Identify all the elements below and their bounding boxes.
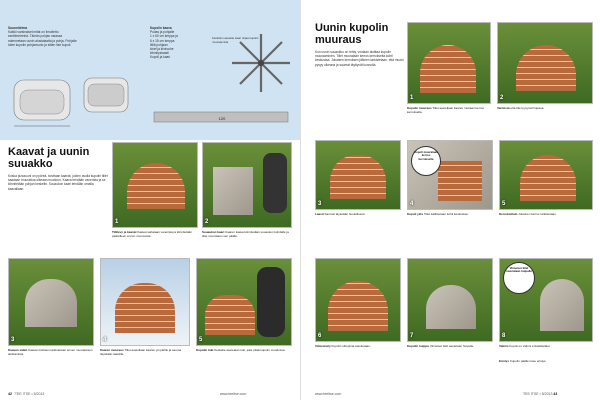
photo-r3-number: 3 xyxy=(318,201,322,207)
caption-r2-title: Varmista xyxy=(497,106,510,110)
caption-r7-text: Viimeiset tiilet asetetaan huipulle. xyxy=(429,344,475,348)
caption-3-title: Kaavan säätö xyxy=(8,348,28,352)
arch-template-drawing xyxy=(152,108,292,128)
caption-2 xyxy=(202,231,292,239)
dome-item-6: kiinnityslaasti xyxy=(150,51,169,56)
caption-1-title: Tiililevy ja kaavat xyxy=(112,230,137,234)
caption-3-text: Kaavan korkeus tarkistetaan ennen muurauksen aloittamista. xyxy=(8,348,93,356)
photo-r2-number: 2 xyxy=(500,95,504,101)
photo-r5-number: 5 xyxy=(502,201,506,207)
dome-item-2: 1 x 60 cm kerppa ja xyxy=(150,34,178,39)
caption-r6-text: Kupolin ulkopinta tasoitetaan. xyxy=(331,344,371,348)
dome-item-1: Pudas ja pohjalle xyxy=(150,30,175,35)
left-footer xyxy=(8,392,44,396)
left-page-number: 42 xyxy=(8,392,12,396)
caption-5-text: Keskelle asetetaan tuki, joka pitää kupolin muodossa. xyxy=(214,348,286,352)
photo-5 xyxy=(196,258,292,346)
photo-5-dome xyxy=(205,295,255,335)
caption-2-title: Suuaukon kaari xyxy=(202,230,225,234)
photo-1-dome xyxy=(127,163,185,209)
right-footer xyxy=(523,392,560,396)
photo-5-person xyxy=(257,267,285,337)
photo-r1-dome xyxy=(420,45,476,93)
caption-r7-title: Kupolin huippu xyxy=(407,344,429,348)
caption-r9 xyxy=(499,360,593,364)
caption-r2-text: että tiilet pysyvät linjassa. xyxy=(510,106,545,110)
caption-r6 xyxy=(315,345,401,349)
photo-r3-dome xyxy=(330,155,386,199)
right-headline: Uunin kupolin muuraus xyxy=(315,22,389,46)
photo-2-template xyxy=(213,167,253,215)
dome-item-3: 6 x 15 cm kerppa xyxy=(150,38,175,43)
caption-2-text: Kaaren kaava kiinnitetään suuaukon kohdalle ja tiilet muurataan sen päälle. xyxy=(202,230,289,238)
caption-r1-title: Kupolin muuraus xyxy=(407,106,432,110)
photo-r1 xyxy=(407,22,491,104)
tip-badge-2: Viimeiset tiilet muurataan huipulle xyxy=(503,262,535,294)
caption-r4-title: Kupoli ylös xyxy=(407,212,424,216)
caption-1 xyxy=(112,231,198,239)
caption-r3 xyxy=(315,213,401,217)
dome-section xyxy=(150,26,210,60)
left-headline: Kaavat ja uunin suuakko xyxy=(8,146,90,170)
photo-r1-number: 1 xyxy=(410,95,414,101)
photo-r3 xyxy=(315,140,401,210)
caption-r1 xyxy=(407,107,491,115)
photo-r5-dome xyxy=(520,155,576,201)
photo-r8-dome xyxy=(540,279,584,331)
left-body: Koska pizzauuni on pyöreä, tarvitaan kaavat, joiden avulla kupolin tiilet saadaan muurattua oikeaan muotoon. Kaava tehdään vanerista ja se kiinnitetään pohjan keskelle. Suuaukon kaari tehdään omalla kaavallaan. xyxy=(8,174,108,191)
photo-2-number: 2 xyxy=(205,219,209,225)
caption-4-title: Kaaren muuraus xyxy=(100,348,124,352)
caption-r3-text: Saumat täytetään huolellisesti. xyxy=(324,212,366,216)
plan-inner-shape xyxy=(20,90,64,114)
caption-r1-text: Tiilet asetellaan kaaren mukaan kerros kerrokselta. xyxy=(407,106,484,114)
right-page xyxy=(300,0,600,400)
right-footer-site: www.teeitse.com xyxy=(315,392,342,396)
plan-section xyxy=(8,26,78,47)
photo-r6-dome xyxy=(328,281,388,331)
tip-badge-1: Kupoli muurataan kerros kerrokselta xyxy=(411,146,441,176)
photo-1 xyxy=(112,142,198,228)
caption-r5 xyxy=(499,213,593,217)
caption-r7 xyxy=(407,345,493,349)
photo-3 xyxy=(8,258,94,346)
caption-4-text: Tiilet asetellaan kaaren ympärille ja sauma täytetään laastilla. xyxy=(100,348,182,356)
photo-r7 xyxy=(407,258,493,342)
caption-r5-title: Kerroksittain xyxy=(499,212,518,216)
dome-template-diagram xyxy=(226,28,296,98)
caption-r9-title: Eristys xyxy=(499,359,510,363)
caption-r3-title: Laasti xyxy=(315,212,324,216)
right-footer-mag: TEE ITSE • 5/2013 xyxy=(523,392,553,396)
dome-item-5: kivet ja kivirouhe xyxy=(150,47,174,52)
photo-2 xyxy=(202,142,292,228)
caption-r2 xyxy=(497,107,593,111)
caption-r5-text: Jokainen kerros tarkistetaan. xyxy=(518,212,557,216)
dome-item-4: tiiliä pohjaan xyxy=(150,42,168,47)
photo-3-form xyxy=(25,279,77,327)
caption-r8-title: Valmis xyxy=(499,344,509,348)
dome-item-7: Kupoli ja kaari xyxy=(150,55,171,60)
photo-r4-bricks xyxy=(438,161,482,201)
photo-r2-dome xyxy=(516,45,576,91)
plan-side-inner xyxy=(88,84,124,106)
caption-5-title: Kupolin tuki xyxy=(196,348,214,352)
right-body: Kun uunin suuaukko on tehty, voidaan aloittaa kupolin muuraaminen. Tiilet muurataan kerros kerrokselta kohti keskustaa. Jokaisen kerroksen jälkeen tarkistetaan, että muoto pysyy oikeana ja saumat täyttyvät kunnolla. xyxy=(315,50,404,67)
caption-4 xyxy=(100,349,190,357)
photo-r5 xyxy=(499,140,593,210)
caption-5 xyxy=(196,349,292,353)
photo-r8-number: 8 xyxy=(502,333,506,339)
photo-3-number: 3 xyxy=(11,337,15,343)
plan-drawing xyxy=(10,70,90,134)
plan-title: Suunnitelma xyxy=(8,26,28,30)
caption-r9-text: Kupolin päälle tulee eristys. xyxy=(509,359,547,363)
photo-r2 xyxy=(497,22,593,104)
photo-r6-number: 6 xyxy=(318,333,322,339)
caption-3 xyxy=(8,349,94,357)
left-footer-mag: TEE ITSE • 5/2013 xyxy=(14,392,45,396)
caption-r6-title: Viimeistely xyxy=(315,344,331,348)
diagram-note: Keskiöön asetettu kaari ohjaa kupolin muuraamista xyxy=(212,36,259,45)
photo-r6 xyxy=(315,258,401,342)
photo-4 xyxy=(100,258,190,346)
arch-dim: 120 xyxy=(218,116,226,121)
photo-4-number: 4 xyxy=(103,337,107,343)
photo-5-number: 5 xyxy=(199,337,203,343)
plan-text: Kaikki varsinaiset mitat on ilmoitettu senttimetreinä. Tämän pohjan varassa rakennetaan uunin alustalaatta ja pohja. Pohjalle tulee kupolin pohjamuoto ja sitten itse kupoli. xyxy=(8,30,77,47)
caption-r4-text: Tiilet kallistetaan kohti keskustaa. xyxy=(423,212,469,216)
photo-1-number: 1 xyxy=(115,219,119,225)
caption-r8-text: Kupoli on valmis eristettäväksi. xyxy=(509,344,551,348)
photo-4-arch xyxy=(115,283,175,333)
caption-r4 xyxy=(407,213,493,217)
photo-r7-dome xyxy=(426,285,476,329)
photo-r4-number: 4 xyxy=(410,201,414,207)
template-center xyxy=(258,60,264,66)
photo-2-person xyxy=(263,153,287,213)
left-footer-site: www.teeitse.com xyxy=(220,392,247,396)
caption-r8 xyxy=(499,345,593,349)
caption-1-text: Kaavat sahataan vanerista ja kiinnitetään paikoilleen ennen muurausta. xyxy=(112,230,193,238)
photo-r7-number: 7 xyxy=(410,333,414,339)
right-page-number: 43 xyxy=(553,392,558,396)
dome-title: Kupolin kaava xyxy=(150,26,172,30)
plan-drawing-2 xyxy=(80,70,140,134)
